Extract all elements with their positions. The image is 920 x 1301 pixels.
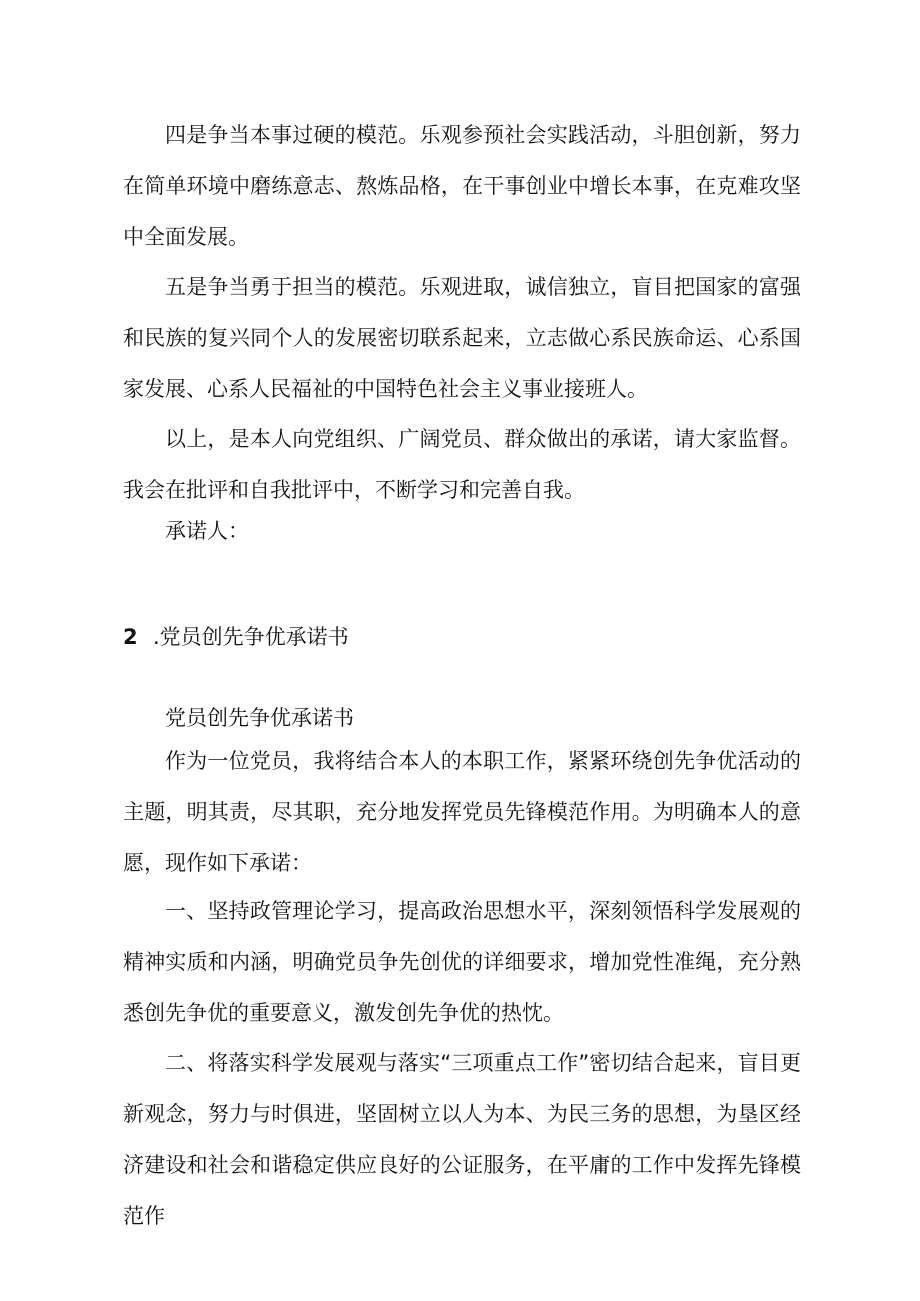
paragraph-four: 四是争当本事过硬的模范。乐观参预社会实践活动，斗胆创新，努力在简单环境中磨练意志、熬炼品格，在干事创业中增长本事，在克难攻坚中全面发展。: [123, 123, 801, 249]
paragraph-commitment-one: 一、坚持政管理论学习，提高政治思想水平，深刻领悟科学发展观的精神实质和内涵，明确党员争先创优的详细要求，增加党性准绳，充分熟悉创先争优的重要意义，激发创先争优的热忱。: [123, 899, 801, 1025]
document-subtitle: 党员创先争优承诺书: [165, 706, 354, 730]
paragraph-intro: 作为一位党员，我将结合本人的本职工作，紧紧环绕创先争优活动的主题，明其责，尽其职，充分地发挥党员先锋模范作用。为明确本人的意愿，现作如下承诺：: [123, 749, 801, 875]
paragraph-commitment-two: 二、将落实科学发展观与落实“三项重点工作”密切结合起来，盲目更新观念，努力与时俱进，坚固树立以人为本、为民三务的思想，为垦区经济建设和社会和谐稳定供应良好的公证服务，在平庸的工作中发挥先锋模范作: [123, 1051, 801, 1228]
section-number: 2: [123, 625, 138, 649]
paragraph-signatory: 承诺人：: [165, 519, 249, 543]
paragraph-five: 五是争当勇于担当的模范。乐观进取，诚信独立，盲目把国家的富强和民族的复兴同个人的发展密切联系起来，立志做心系民族命运、心系国家发展、心系人民福祉的中国特色社会主义事业接班人。: [123, 275, 801, 401]
section-title: .党员创先争优承诺书: [153, 625, 349, 649]
section-heading: [123, 622, 349, 652]
paragraph-conclusion: 以上，是本人向党组织、广阔党员、群众做出的承诺，请大家监督。我会在批评和自我批评中，不断学习和完善自我。: [123, 427, 801, 502]
